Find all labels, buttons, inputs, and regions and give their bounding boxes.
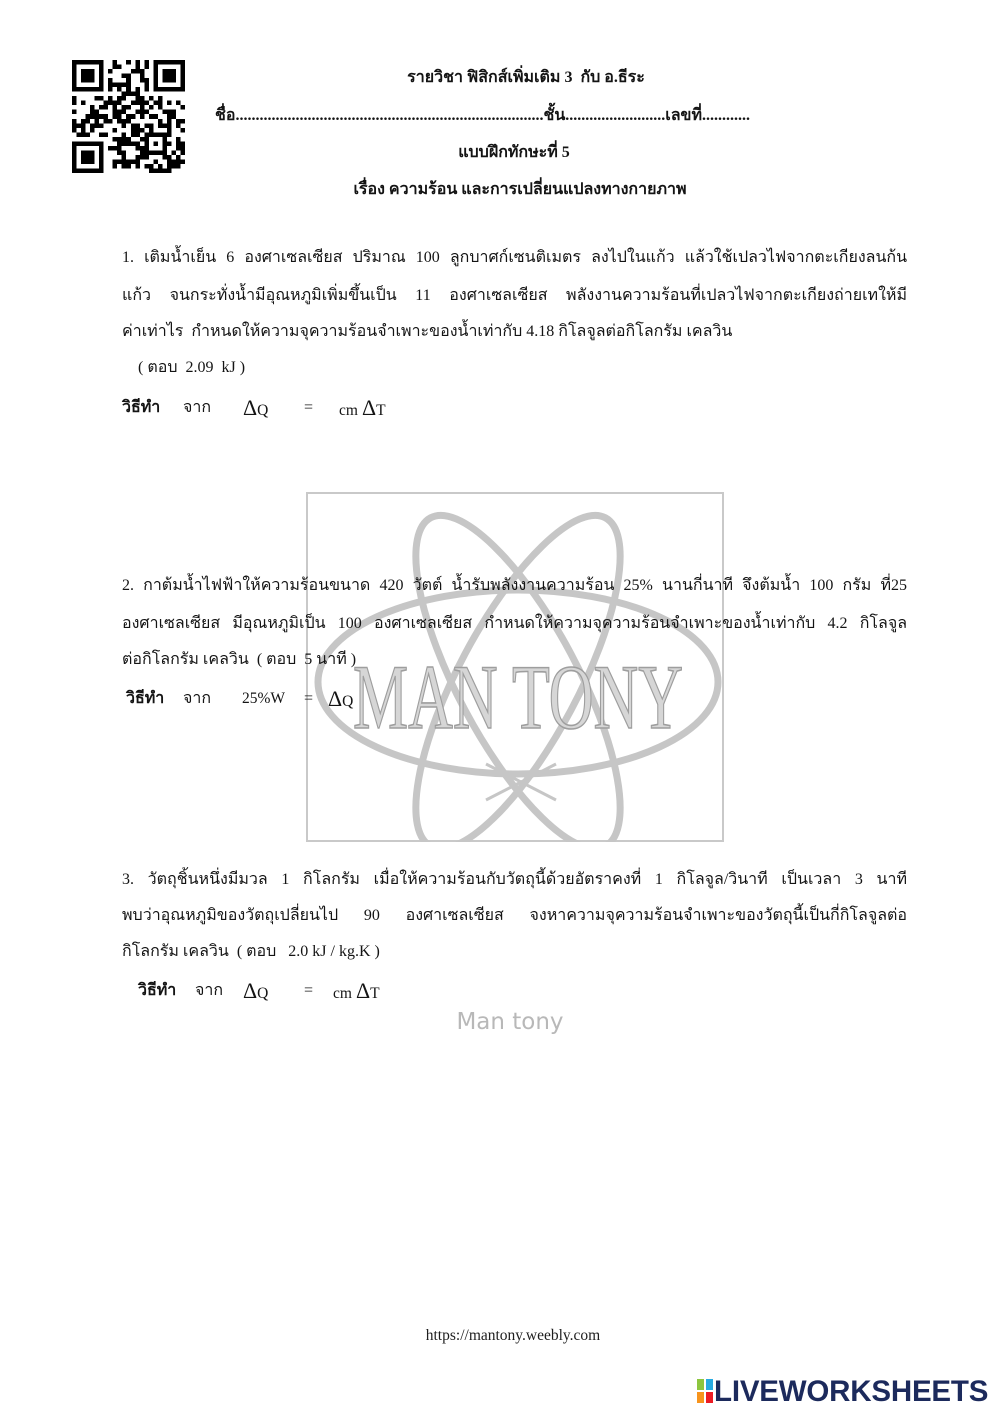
- qr-module: [117, 150, 122, 155]
- method-label: วิธีทำ: [138, 982, 177, 999]
- qr-module: [180, 150, 185, 155]
- qr-module: [140, 137, 145, 142]
- qr-module: [171, 110, 176, 115]
- qr-module: [140, 146, 145, 151]
- qr-module: [135, 155, 140, 160]
- qr-module: [77, 132, 82, 137]
- coefficient: cm: [333, 985, 352, 1002]
- qr-module: [122, 155, 127, 160]
- qr-module: [104, 132, 109, 137]
- qr-module: [176, 137, 181, 142]
- qr-module: [167, 155, 172, 160]
- qr-module: [158, 119, 163, 124]
- qr-module: [135, 87, 140, 92]
- qr-module: [167, 132, 172, 137]
- exercise-title: แบบฝึกทักษะที่ 5: [458, 144, 570, 161]
- qr-module: [126, 114, 131, 119]
- question-text-line: 2. กาต้มน้ำไฟฟ้าให้ความร้อนขนาด 420 วัตต์ น้ำรับพลังงานความร้อน 25% นานกี่นาที จึงต้มน้ำ 100 กรัม ที่25: [122, 577, 907, 594]
- qr-module: [99, 132, 104, 137]
- qr-module: [176, 146, 181, 151]
- qr-module: [104, 105, 109, 110]
- qr-module: [176, 159, 181, 164]
- qr-module: [99, 114, 104, 119]
- qr-module: [126, 74, 131, 79]
- student-name-class-number-line: ชื่อ.............................................................................ชั้น.........................เลขที่............: [215, 107, 751, 124]
- qr-module: [144, 78, 149, 83]
- qr-module: [158, 123, 163, 128]
- question-text-line: องศาเซลเซียส มีอุณหภูมิเป็น 100 องศาเซลเซียส กำหนดให้ความจุความร้อนจำเพาะของน้ำเท่ากับ 4.2 กิโลจูล: [122, 615, 907, 632]
- method-from: จาก: [195, 982, 224, 999]
- qr-module: [95, 96, 100, 101]
- qr-module: [180, 141, 185, 146]
- solution-method: [0, 978, 1000, 1004]
- qr-module: [176, 101, 181, 106]
- qr-module: [180, 105, 185, 110]
- qr-module: [104, 119, 109, 124]
- qr-module: [108, 69, 113, 74]
- qr-module: [135, 101, 140, 106]
- qr-module: [149, 114, 154, 119]
- equation-lhs: [243, 395, 268, 424]
- qr-module: [140, 96, 145, 101]
- variable: Q: [257, 985, 269, 1002]
- qr-module: [167, 114, 172, 119]
- qr-module: [167, 159, 172, 164]
- delta-symbol: Δ: [355, 978, 371, 1003]
- qr-module: [135, 146, 140, 151]
- qr-module: [171, 114, 176, 119]
- qr-module: [113, 60, 118, 65]
- qr-module: [153, 159, 158, 164]
- qr-module: [126, 119, 131, 124]
- qr-module: [167, 141, 172, 146]
- qr-module: [131, 92, 136, 97]
- equation-rhs: [328, 686, 353, 715]
- qr-module: [140, 110, 145, 115]
- solution-method: [0, 686, 1000, 712]
- qr-module: [117, 141, 122, 146]
- qr-module: [126, 87, 131, 92]
- qr-module: [72, 123, 77, 128]
- liveworksheets-icon: [697, 1379, 713, 1403]
- equation-rhs: [333, 978, 380, 1007]
- qr-finder-pattern: [81, 150, 95, 164]
- qr-module: [117, 159, 122, 164]
- qr-module: [162, 110, 167, 115]
- qr-module: [131, 101, 136, 106]
- qr-module: [131, 69, 136, 74]
- qr-module: [176, 119, 181, 124]
- qr-module: [72, 96, 77, 101]
- qr-module: [72, 101, 77, 106]
- qr-module: [122, 123, 127, 128]
- method-label: วิธีทำ: [126, 690, 165, 707]
- qr-finder-pattern: [162, 69, 176, 83]
- qr-module: [167, 110, 172, 115]
- delta-symbol: Δ: [361, 395, 377, 420]
- qr-module: [135, 65, 140, 70]
- qr-module: [140, 69, 145, 74]
- qr-module: [86, 119, 91, 124]
- question-text-line: ต่อกิโลกรัม เคลวิน ( ตอบ 5 นาที ): [122, 651, 357, 668]
- qr-module: [122, 110, 127, 115]
- qr-module: [108, 87, 113, 92]
- qr-module: [99, 105, 104, 110]
- qr-module: [176, 164, 181, 169]
- delta-symbol: Δ: [243, 395, 258, 420]
- qr-module: [126, 60, 131, 65]
- expression: 25%W: [242, 690, 286, 707]
- qr-module: [99, 123, 104, 128]
- qr-module: [144, 83, 149, 88]
- qr-module: [113, 105, 118, 110]
- qr-module: [72, 110, 77, 115]
- variable: T: [370, 985, 380, 1002]
- qr-module: [117, 146, 122, 151]
- course-title: รายวิชา ฟิสิกส์เพิ่มเติม 3 กับ อ.ธีระ: [407, 69, 645, 86]
- qr-module: [108, 78, 113, 83]
- qr-module: [140, 128, 145, 133]
- topic-title: เรื่อง ความร้อน และการเปลี่ยนแปลงทางกายภาพ: [353, 181, 687, 198]
- qr-module: [176, 155, 181, 160]
- qr-module: [144, 155, 149, 160]
- qr-module: [90, 105, 95, 110]
- qr-module: [153, 114, 158, 119]
- qr-module: [180, 146, 185, 151]
- qr-module: [153, 101, 158, 106]
- qr-module: [104, 114, 109, 119]
- qr-module: [144, 101, 149, 106]
- qr-module: [108, 83, 113, 88]
- qr-module: [135, 159, 140, 164]
- qr-module: [95, 123, 100, 128]
- qr-module: [81, 128, 86, 133]
- qr-module: [113, 164, 118, 169]
- qr-module: [140, 150, 145, 155]
- qr-module: [135, 60, 140, 65]
- coefficient: cm: [339, 402, 358, 419]
- qr-module: [122, 92, 127, 97]
- qr-module: [167, 101, 172, 106]
- qr-module: [126, 141, 131, 146]
- qr-module: [126, 159, 131, 164]
- qr-module: [167, 168, 172, 173]
- footer-url: https://mantony.weebly.com: [425, 1327, 601, 1344]
- qr-module: [126, 137, 131, 142]
- qr-module: [113, 114, 118, 119]
- qr-module: [167, 128, 172, 133]
- qr-module: [158, 101, 163, 106]
- qr-module: [149, 168, 154, 173]
- qr-module: [95, 114, 100, 119]
- qr-module: [149, 123, 154, 128]
- qr-module: [140, 114, 145, 119]
- qr-module: [135, 164, 140, 169]
- variable: Q: [342, 693, 354, 710]
- qr-module: [162, 168, 167, 173]
- question-text-line: 3. วัตถุชิ้นหนึ่งมีมวล 1 กิโลกรัม เมื่อให้ความร้อนกับวัตถุนี้ด้วยอัตราคงที่ 1 กิโลจูล/วินาที เป็นเวลา 3 นาที: [122, 871, 907, 888]
- qr-module: [180, 159, 185, 164]
- equals-sign: =: [304, 982, 314, 999]
- qr-module: [135, 92, 140, 97]
- qr-module: [144, 164, 149, 169]
- qr-module: [131, 132, 136, 137]
- qr-module: [167, 123, 172, 128]
- qr-module: [113, 110, 118, 115]
- qr-finder-pattern: [81, 69, 95, 83]
- method-label: วิธีทำ: [122, 399, 161, 416]
- qr-module: [72, 119, 77, 124]
- qr-module: [158, 168, 163, 173]
- qr-module: [122, 83, 127, 88]
- question-text-line: แก้ว จนกระทั่งน้ำมีอุณหภูมิเพิ่มขึ้นเป็น 11 องศาเซลเซียส พลังงานความร้อนที่เปลวไฟจากตะเกียงถ่ายเทให้มี: [122, 287, 907, 304]
- qr-module: [95, 110, 100, 115]
- qr-module: [171, 164, 176, 169]
- variable: Q: [257, 402, 269, 419]
- qr-module: [117, 96, 122, 101]
- qr-module: [113, 101, 118, 106]
- qr-module: [77, 123, 82, 128]
- qr-module: [90, 110, 95, 115]
- qr-module: [135, 128, 140, 133]
- qr-module: [72, 128, 77, 133]
- qr-module: [144, 60, 149, 65]
- qr-module: [122, 164, 127, 169]
- qr-module: [149, 164, 154, 169]
- qr-module: [122, 137, 127, 142]
- qr-module: [122, 74, 127, 79]
- qr-module: [122, 150, 127, 155]
- qr-module: [122, 105, 127, 110]
- qr-module: [113, 83, 118, 88]
- qr-module: [171, 150, 176, 155]
- qr-module: [144, 110, 149, 115]
- qr-module: [180, 119, 185, 124]
- qr-module: [131, 141, 136, 146]
- question-text-line: 1. เติมน้ำเย็น 6 องศาเซลเซียส ปริมาณ 100 ลูกบาศก์เซนติเมตร ลงไปในแก้ว แล้วใช้เปลวไฟจากตะเกียงลนก้น: [122, 249, 907, 266]
- qr-module: [135, 141, 140, 146]
- qr-module: [122, 119, 127, 124]
- qr-module: [113, 137, 118, 142]
- delta-symbol: Δ: [328, 686, 343, 711]
- qr-module: [90, 128, 95, 133]
- qr-module: [117, 65, 122, 70]
- qr-module: [167, 164, 172, 169]
- qr-module: [86, 114, 91, 119]
- qr-module: [117, 87, 122, 92]
- qr-module: [149, 96, 154, 101]
- equation-rhs: [339, 395, 386, 424]
- qr-module: [135, 69, 140, 74]
- qr-module: [135, 132, 140, 137]
- qr-module: [90, 114, 95, 119]
- watermark-caption: Man tony: [456, 1009, 564, 1035]
- qr-module: [126, 83, 131, 88]
- qr-module: [135, 96, 140, 101]
- qr-module: [122, 96, 127, 101]
- qr-module: [117, 101, 122, 106]
- qr-module: [90, 123, 95, 128]
- qr-module: [99, 96, 104, 101]
- qr-module: [162, 123, 167, 128]
- liveworksheets-wordmark: LIVEWORKSHEETS: [714, 1375, 989, 1408]
- qr-module: [176, 123, 181, 128]
- qr-module: [158, 105, 163, 110]
- variable: T: [376, 402, 386, 419]
- qr-module: [140, 105, 145, 110]
- qr-module: [122, 141, 127, 146]
- qr-module: [117, 137, 122, 142]
- qr-module: [135, 110, 140, 115]
- method-from: จาก: [183, 690, 212, 707]
- equation-lhs: [243, 978, 268, 1007]
- qr-module: [81, 101, 86, 106]
- liveworksheets-logo[interactable]: [696, 1377, 994, 1407]
- qr-module: [158, 96, 163, 101]
- qr-alignment-pattern: [153, 141, 158, 146]
- qr-module: [140, 101, 145, 106]
- qr-module: [104, 101, 109, 106]
- question-text-line: ค่าเท่าไร กำหนดให้ความจุความร้อนจำเพาะของน้ำเท่ากับ 4.18 กิโลจูลต่อกิโลกรัม เคลวิน: [122, 323, 733, 340]
- qr-module: [140, 78, 145, 83]
- qr-module: [113, 65, 118, 70]
- qr-module: [117, 119, 122, 124]
- method-from: จาก: [183, 399, 212, 416]
- delta-symbol: Δ: [243, 978, 258, 1003]
- qr-module: [86, 132, 91, 137]
- qr-module: [149, 105, 154, 110]
- qr-module: [108, 101, 113, 106]
- qr-module: [108, 119, 113, 124]
- question-text-line: กิโลกรัม เคลวิน ( ตอบ 2.0 kJ / kg.K ): [122, 943, 380, 960]
- equals-sign: =: [304, 690, 314, 707]
- qr-module: [144, 123, 149, 128]
- answer-hint: ( ตอบ 2.09 kJ ): [138, 359, 246, 376]
- equation-lhs: [242, 686, 285, 712]
- qr-module: [131, 114, 136, 119]
- qr-module: [144, 87, 149, 92]
- qr-module: [131, 128, 136, 133]
- qr-module: [171, 159, 176, 164]
- qr-module: [113, 128, 118, 133]
- qr-module: [113, 159, 118, 164]
- qr-module: [162, 155, 167, 160]
- qr-module: [108, 96, 113, 101]
- qr-module: [167, 119, 172, 124]
- qr-module: [81, 123, 86, 128]
- qr-module: [122, 159, 127, 164]
- qr-module: [113, 146, 118, 151]
- qr-module: [117, 83, 122, 88]
- qr-module: [126, 105, 131, 110]
- qr-module: [140, 155, 145, 160]
- qr-module: [176, 141, 181, 146]
- qr-module: [153, 168, 158, 173]
- qr-module: [180, 128, 185, 133]
- qr-module: [122, 132, 127, 137]
- qr-module: [81, 132, 86, 137]
- qr-module: [135, 123, 140, 128]
- qr-module: [131, 123, 136, 128]
- qr-module: [126, 164, 131, 169]
- qr-module: [149, 128, 154, 133]
- solution-method: [0, 395, 1000, 421]
- qr-module: [108, 146, 113, 151]
- qr-module: [131, 159, 136, 164]
- question-text-line: พบว่าอุณหภูมิของวัตถุเปลี่ยนไป 90 องศาเซลเซียส จงหาความจุความร้อนจำเพาะของวัตถุนี้เป็นกี่กิโลจูลต่อ: [122, 907, 907, 924]
- qr-module: [126, 92, 131, 97]
- equals-sign: =: [304, 399, 314, 416]
- qr-module: [144, 65, 149, 70]
- qr-module: [117, 110, 122, 115]
- watermark-logo-text: MAN TONY: [353, 646, 683, 748]
- qr-module: [126, 78, 131, 83]
- qr-module: [117, 114, 122, 119]
- qr-module: [158, 164, 163, 169]
- qr-module: [140, 74, 145, 79]
- qr-module: [81, 119, 86, 124]
- qr-module: [95, 119, 100, 124]
- qr-code: [72, 60, 185, 173]
